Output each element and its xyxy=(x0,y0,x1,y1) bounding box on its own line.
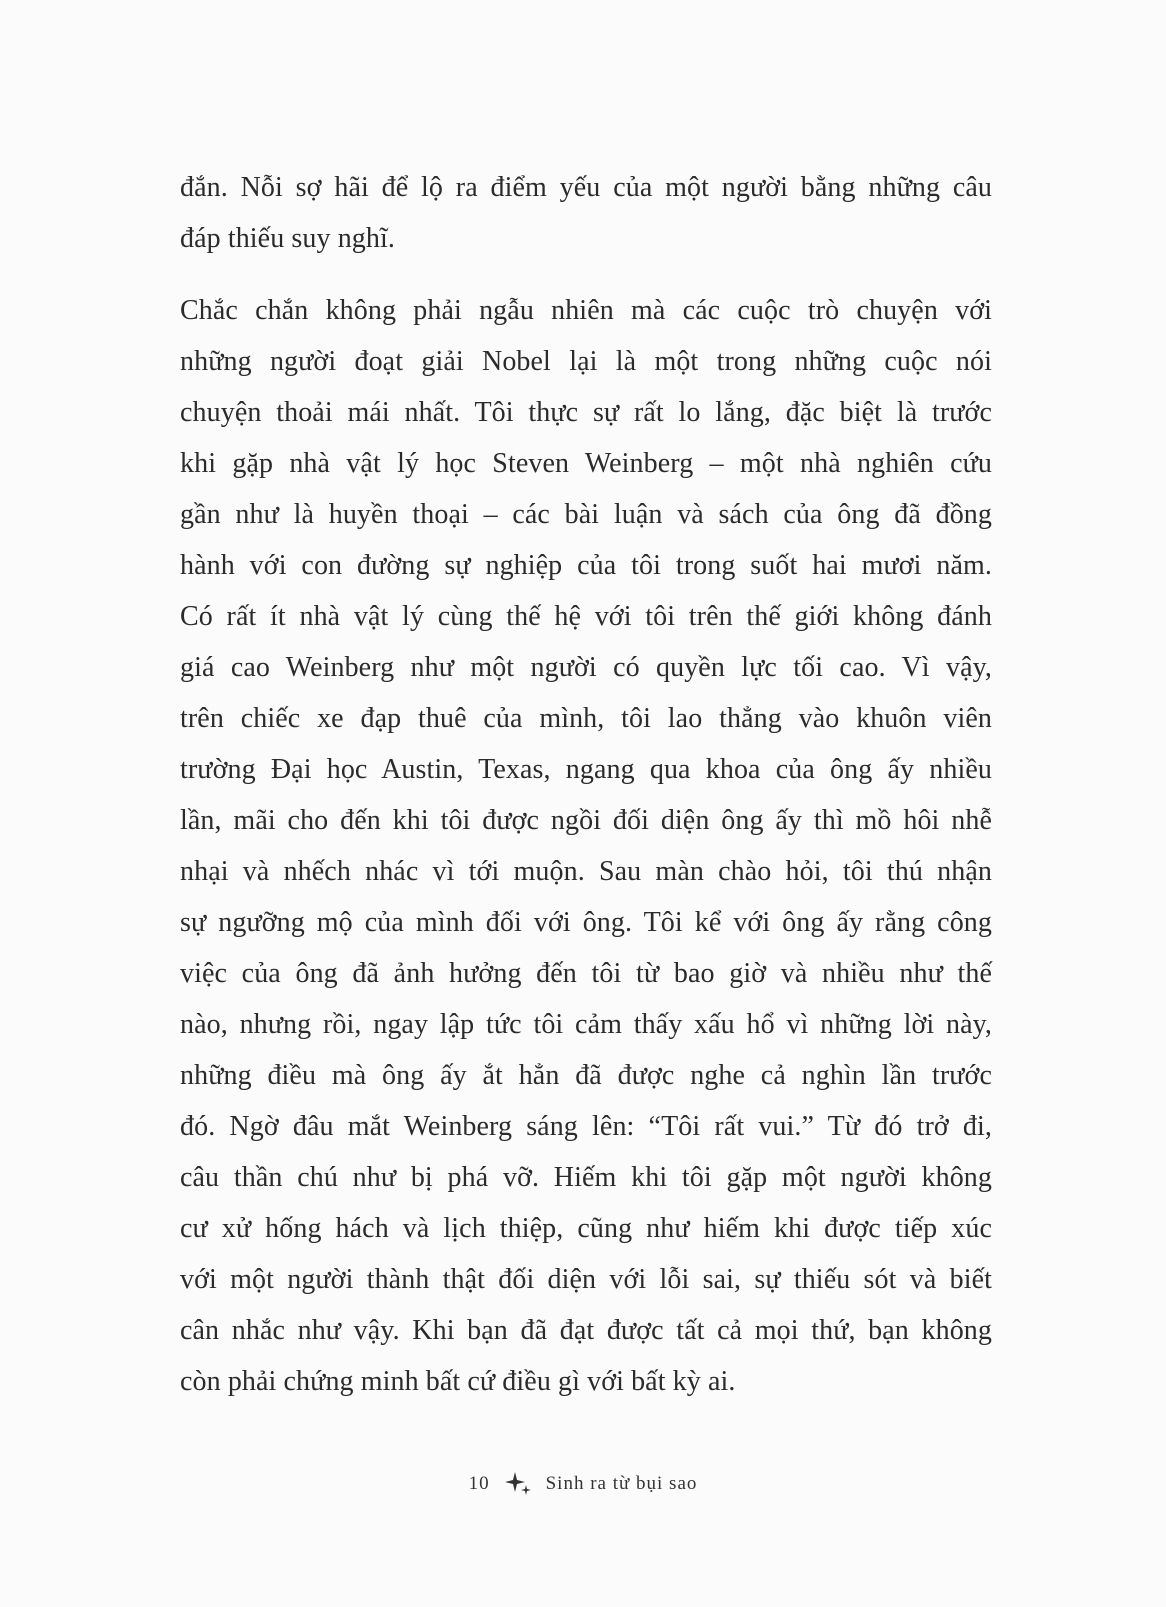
text-line: lần, mãi cho đến khi tôi được ngồi đối diện ông ấy thì mồ hôi nhễ xyxy=(180,805,992,836)
text-line: những người đoạt giải Nobel lại là một trong những cuộc nói xyxy=(180,346,992,377)
paragraph-2 xyxy=(180,285,992,1407)
text-line: Có rất ít nhà vật lý cùng thế hệ với tôi trên thế giới không đánh xyxy=(180,601,992,632)
page-number: 10 xyxy=(468,1473,490,1494)
text-line: đó. Ngờ đâu mắt Weinberg sáng lên: “Tôi rất vui.” Từ đó trở đi, xyxy=(180,1111,992,1142)
text-line: sự ngưỡng mộ của mình đối với ông. Tôi kể với ông ấy rằng công xyxy=(180,907,992,938)
text-line: hành với con đường sự nghiệp của tôi trong suốt hai mươi năm. xyxy=(180,550,992,581)
text-line: khi gặp nhà vật lý học Steven Weinberg – một nhà nghiên cứu xyxy=(180,448,992,479)
text-line: cư xử hống hách và lịch thiệp, cũng như hiếm khi được tiếp xúc xyxy=(180,1213,992,1244)
book-title: Sinh ra từ bụi sao xyxy=(545,1473,698,1494)
text-line: Chắc chắn không phải ngẫu nhiên mà các cuộc trò chuyện với xyxy=(180,295,992,326)
page-footer xyxy=(0,1470,1166,1498)
text-line: giá cao Weinberg như một người có quyền lực tối cao. Vì vậy, xyxy=(180,652,992,683)
text-line: nhại và nhếch nhác vì tới muộn. Sau màn chào hỏi, tôi thú nhận xyxy=(180,856,992,887)
text-line: trường Đại học Austin, Texas, ngang qua khoa của ông ấy nhiều xyxy=(180,754,992,785)
sparkle-icon xyxy=(504,1470,532,1498)
text-line: câu thần chú như bị phá vỡ. Hiếm khi tôi gặp một người không xyxy=(180,1162,992,1193)
text-line: gần như là huyền thoại – các bài luận và sách của ông đã đồng xyxy=(180,499,992,530)
text-line: với một người thành thật đối diện với lỗi sai, sự thiếu sót và biết xyxy=(180,1264,992,1295)
text-line: đắn. Nỗi sợ hãi để lộ ra điểm yếu của một người bằng những câu xyxy=(180,172,992,203)
text-line: còn phải chứng minh bất cứ điều gì với bất kỳ ai. xyxy=(180,1366,736,1397)
paragraph-1 xyxy=(180,162,992,264)
text-line: nào, nhưng rồi, ngay lập tức tôi cảm thấy xấu hổ vì những lời này, xyxy=(180,1009,992,1040)
text-line: trên chiếc xe đạp thuê của mình, tôi lao thẳng vào khuôn viên xyxy=(180,703,992,734)
text-line: việc của ông đã ảnh hưởng đến tôi từ bao giờ và nhiều như thế xyxy=(180,958,992,989)
text-line: cân nhắc như vậy. Khi bạn đã đạt được tất cả mọi thứ, bạn không xyxy=(180,1315,992,1346)
text-line: những điều mà ông ấy ắt hẳn đã được nghe cả nghìn lần trước xyxy=(180,1060,992,1091)
text-line: chuyện thoải mái nhất. Tôi thực sự rất lo lắng, đặc biệt là trước xyxy=(180,397,992,428)
text-line: đáp thiếu suy nghĩ. xyxy=(180,223,395,254)
